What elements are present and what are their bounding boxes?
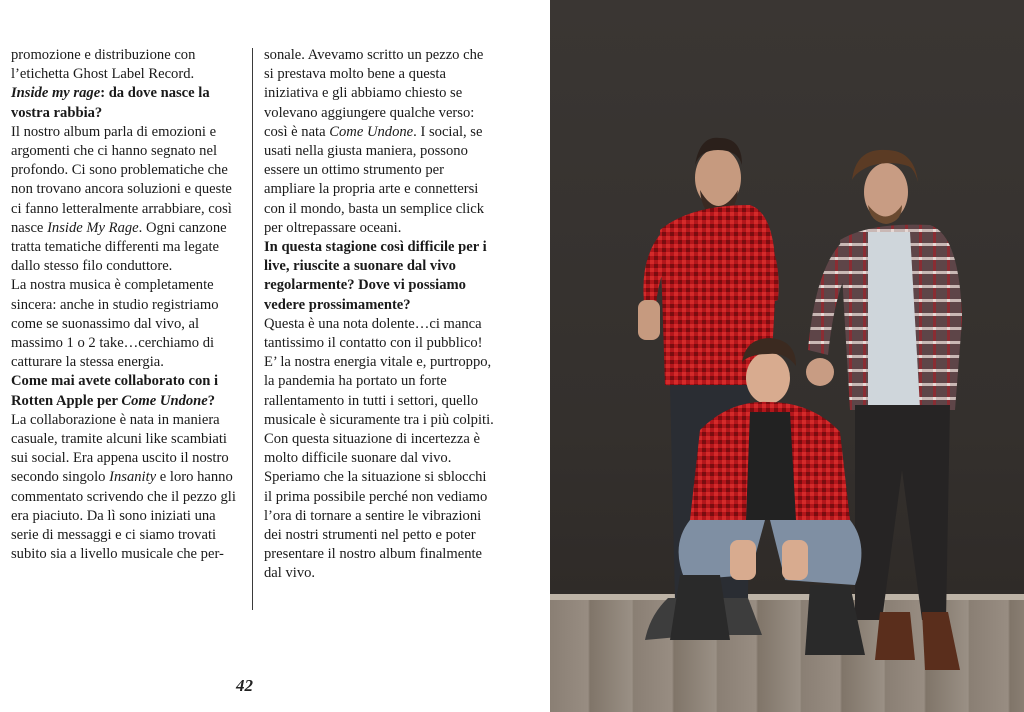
- text-run: La collaborazione è nata in maniera casuale, tramite alcuni like scambiati sui social. Era appena uscito il nostro secondo singolo: [11, 411, 229, 486]
- interview-question: [11, 84, 239, 122]
- text-run: : da dove nasce la vostra rabbia?: [11, 85, 210, 121]
- interview-answer: [11, 276, 239, 372]
- text-run: ?: [207, 392, 216, 409]
- interview-answer: [11, 123, 239, 277]
- interview-question: [264, 238, 496, 315]
- text-run: Il nostro album parla di emozioni e argomenti che ci hanno segnato nel profondo. Ci sono problematiche che non trovano ancora soluzioni e queste ci fanno letteralmente arrabbiare, così nasce: [11, 123, 232, 236]
- text-run: In questa stagione così difficile per i live, riuscite a suonare dal vivo regolarmente? Dove vi possiamo vedere prossimamente?: [264, 239, 487, 313]
- text-run: sonale. Avevamo scritto un pezzo che si prestava molto bene a questa iniziativa e gli abbiamo chiesto se volevano aggiungere qualche verso: così è nata: [264, 47, 484, 140]
- interview-answer: [264, 430, 496, 584]
- text-column-1: [11, 46, 239, 564]
- text-run: promozione e distribuzione con l’etichetta Ghost Label Record.: [11, 47, 196, 83]
- text-run: Inside my rage: [11, 85, 101, 102]
- text-run: Come Undone: [329, 123, 414, 140]
- text-run: Insanity: [109, 469, 157, 486]
- text-run: Come Undone: [121, 392, 208, 409]
- page-number: 42: [236, 676, 253, 695]
- text-column-2: [264, 46, 496, 584]
- band-members-illustration: [550, 0, 1024, 712]
- column-divider: [252, 48, 253, 610]
- interview-question: [11, 372, 239, 410]
- interview-answer: [11, 46, 239, 84]
- band-photo: [550, 0, 1024, 712]
- text-run: Inside My Rage: [47, 219, 139, 236]
- text-run: Questa è una nota dolente…ci manca tantissimo il contatto con il pubblico! E’ la nostra energia vitale e, purtroppo, la pandemia ha portato un forte rallentamento in tutti i settori, quello musicale è sicuramente tra i più colpiti.: [264, 315, 494, 428]
- text-run: La nostra musica è completamente sincera: anche in studio registriamo come se suonassimo dal vivo, al massimo 1 o 2 take…cerchiamo di catturare la stessa energia.: [11, 277, 219, 371]
- text-run: . Ogni canzone tratta tematiche differenti ma legate dallo stesso filo conduttore.: [11, 219, 227, 275]
- text-run: e loro hanno commentato scrivendo che il pezzo gli era piaciuto. Da lì sono iniziati una serie di messaggi e ci siamo trovati subito sia a livello musicale che per-: [11, 469, 236, 563]
- text-run: . I social, se usati nella giusta maniera, possono essere un ottimo strumento per ampliare la propria arte e connettersi con il mondo, basta un semplice click per oltrepassare oceani.: [264, 123, 485, 236]
- interview-answer: [11, 411, 239, 565]
- interview-answer: [264, 315, 496, 430]
- text-run: Come mai avete collaborato con i Rotten Apple per: [11, 373, 219, 409]
- text-run: Con questa situazione di incertezza è molto difficile suonare dal vivo. Speriamo che la situazione si sblocchi il prima possibile perché non vediamo l’ora di tornare a sentire le vibrazioni dei nostri strumenti nel petto e poter presentare il nostro album finalmente dal vivo.: [264, 431, 488, 582]
- interview-answer: [264, 46, 496, 238]
